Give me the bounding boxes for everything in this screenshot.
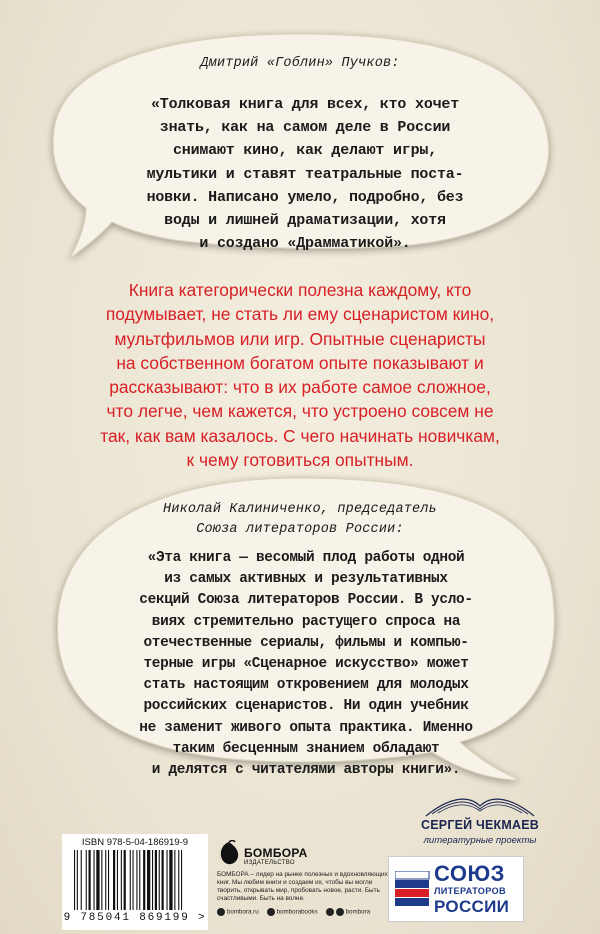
series-name: СЕРГЕЙ ЧЕКМАЕВ	[421, 818, 539, 832]
quote-line: мультики и ставят театральные поста-	[146, 165, 464, 183]
quote-line: «Толковая книга для всех, кто хочет	[150, 96, 460, 113]
isbn-label: ISBN 978-5-04-186919-9	[81, 837, 189, 848]
barcode-digits: 9 785041 869199 >	[63, 912, 207, 924]
open-book-icon	[418, 790, 542, 820]
book-stack-icon	[395, 871, 431, 909]
quote-line: из самых активных и результативных	[164, 571, 448, 588]
social-label: bombora	[345, 908, 371, 916]
isbn-barcode	[62, 834, 208, 930]
telegram-icon	[326, 908, 334, 916]
globe-icon	[217, 908, 225, 916]
soyuz-title: СОЮЗ	[434, 861, 505, 886]
quote-line: знать, как на самом деле в России	[159, 119, 451, 137]
quote-line: секций Союза литераторов России. В усло-	[139, 592, 473, 609]
quote-line: отечественные сериалы, фильмы и компью-	[143, 634, 469, 651]
annotation-line: рассказывают: что в их работе самое сложное,	[109, 377, 491, 398]
social-vk[interactable]	[267, 908, 318, 916]
soyuz-subtitle: ЛИТЕРАТОРОВ	[434, 886, 506, 896]
quote-bottom-text	[92, 548, 520, 781]
author-line: Союза литераторов России:	[196, 522, 404, 537]
soyuz-country: РОССИИ	[434, 897, 510, 916]
publisher-subtitle: ИЗДАТЕЛЬСТВО	[244, 860, 295, 866]
social-label: bombora.ru	[227, 908, 259, 916]
publisher-description: БОМБОРА – лидер на рынке полезных и вдохновляющих книг. Мы любим книги и создаем их, чтобы вы могли творить, открывать мир, пробовать новое, расти. Быть счастливыми. Быть на волне.	[217, 871, 388, 903]
quote-line: стать настоящим откровением для молодых	[143, 677, 469, 694]
annotation-line: мультфильмов или игр. Опытные сценаристы	[114, 328, 486, 349]
annotation-line: к чему готовиться опытным.	[186, 450, 414, 471]
quote-line: «Эта книга — весомый плод работы одной	[147, 550, 465, 566]
author-line: Николай Калиниченко, председатель	[163, 502, 437, 517]
vk-icon	[267, 908, 275, 916]
quote-line: новки. Написано умело, подробно, без	[146, 188, 464, 206]
annotation-line: так, как вам казалось. С чего начинать новичкам,	[100, 425, 500, 446]
book-annotation	[40, 278, 560, 472]
quote-top-author: Дмитрий «Гоблин» Пучков:	[200, 56, 400, 71]
social-site[interactable]	[217, 908, 259, 916]
publisher-socials	[217, 908, 397, 916]
annotation-line: подумывает, не стать ли ему сценаристом кино,	[105, 304, 495, 325]
barcode-icon	[72, 850, 198, 912]
annotation-line: на собственном богатом опыте показывают и	[116, 352, 484, 373]
quote-line: таким бесценным знанием обладают	[172, 740, 440, 757]
quote-line: воды и лишней драматизации, хотя	[164, 212, 446, 230]
soyuz-logo	[388, 856, 524, 922]
publisher-name: БОМБОРА	[244, 846, 308, 860]
quote-line: виях стремительно растущего спроса на	[151, 613, 461, 630]
quote-line: терные игры «Сценарное искусство» может	[143, 656, 469, 673]
quote-line: снимают кино, как делают игры,	[172, 142, 438, 160]
annotation-line: что легче, чем кажется, что устроено совсем не	[106, 401, 494, 422]
bombora-logo-icon	[217, 840, 241, 866]
quote-bottom-author	[100, 500, 500, 540]
quote-line: и делятся с читателями авторы книги».	[151, 762, 461, 779]
quote-top-text	[110, 93, 500, 255]
quote-line: и создано «Драмматикой».	[199, 235, 411, 253]
quote-line: не заменит живого опыта практика. Именно	[139, 719, 473, 736]
social-label: bomborabooks	[276, 908, 318, 916]
quote-line: российских сценаристов. Ни один учебник	[143, 698, 469, 715]
social-telegram[interactable]	[326, 908, 370, 916]
series-subtitle: литературные проекты	[423, 835, 537, 846]
annotation-line: Книга категорически полезна каждому, кто	[128, 280, 472, 300]
vk-icon	[336, 908, 344, 916]
